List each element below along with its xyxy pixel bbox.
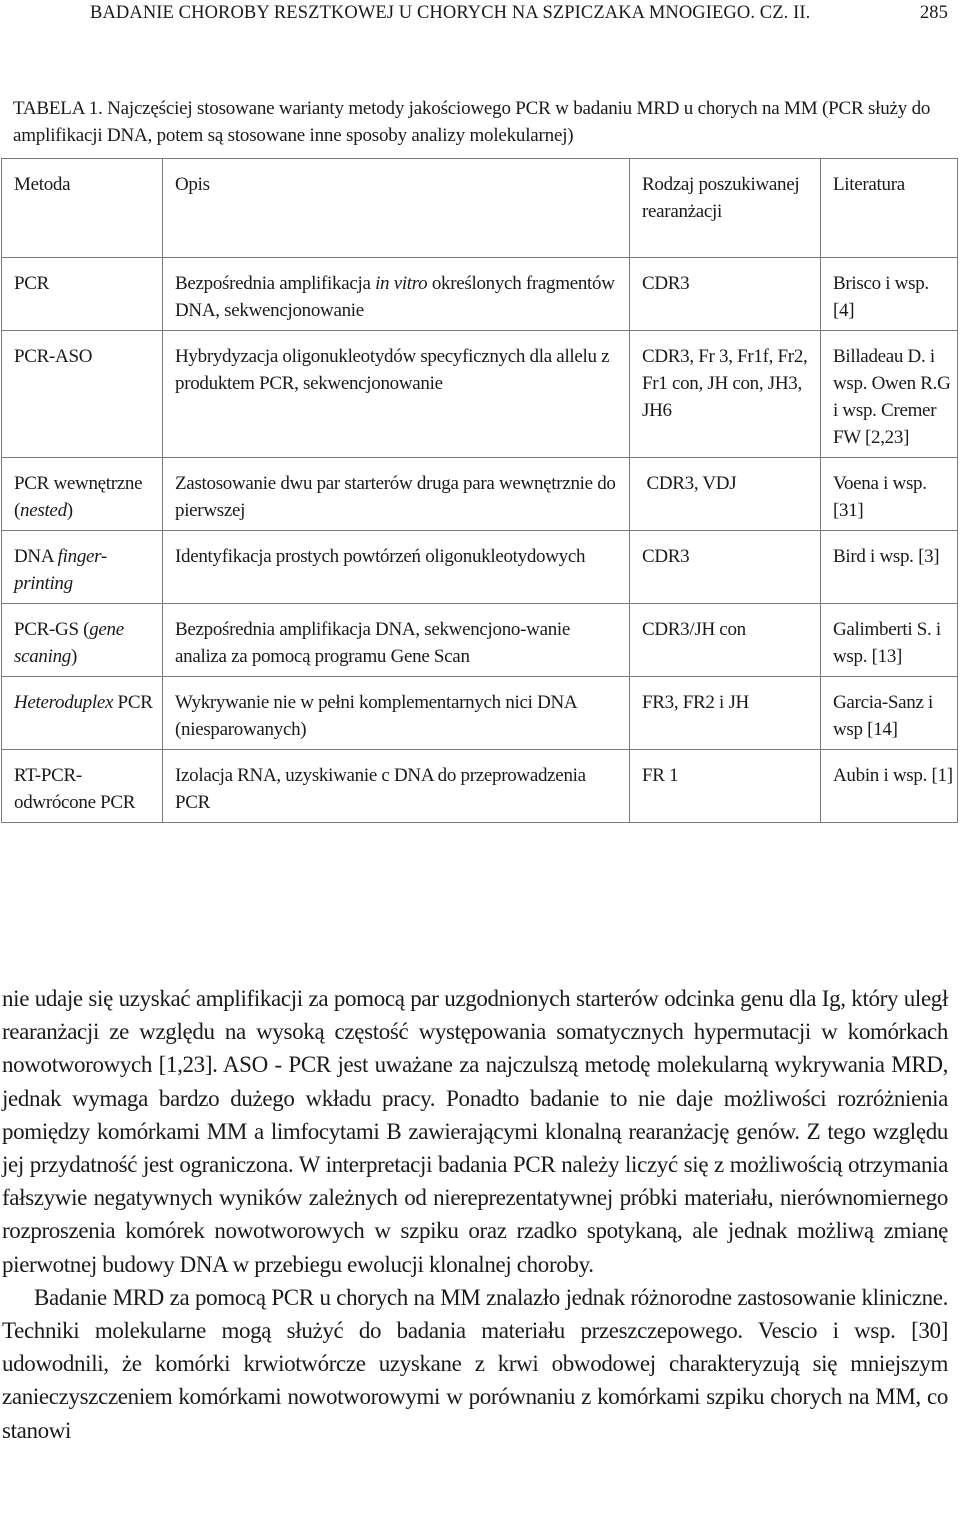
- paragraph: Badanie MRD za pomocą PCR u chorych na MM znalazło jednak różnorodne zastosowanie kliniczne. Techniki molekularne mogą służyć do badania materiału przeszczepowego. Vescio i wsp. [30] udowodnili, że komórki krwiotwórcze uzyskane z krwi obwodowej charakteryzują się mniejszym zanieczyszczeniem komórkami nowotworowymi w porównaniu z komórkami szpiku chorych na MM, co stanowi: [2, 1284, 948, 1443]
- cell-rodzaj: CDR3: [630, 531, 821, 604]
- table-row: [2, 331, 958, 458]
- cell-metoda: RT-PCR-odwrócone PCR: [2, 750, 163, 823]
- table-row: [2, 258, 958, 331]
- table-row: [2, 677, 958, 750]
- cell-opis-text: Bezpośrednia amplifikacja: [175, 273, 376, 294]
- cell-metoda: PCR-ASO: [2, 331, 163, 458]
- column-header-metoda: Metoda: [2, 159, 163, 258]
- table-row: [2, 750, 958, 823]
- cell-literatura: Brisco i wsp. [4]: [821, 258, 958, 331]
- cell-metoda-text: PCR wewnętrzne (: [14, 473, 143, 521]
- cell-metoda-text: PCR-GS (: [14, 619, 90, 640]
- cell-metoda-italic: gene scaning: [14, 619, 124, 667]
- column-header-literatura: Literatura: [821, 159, 958, 258]
- cell-metoda: [2, 531, 163, 604]
- cell-opis: Zastosowanie dwu par starterów druga para wewnętrznie do pierwszej: [163, 458, 630, 531]
- table-row: [2, 604, 958, 677]
- table-row: [2, 458, 958, 531]
- body-text: [2, 982, 948, 1447]
- cell-metoda-text: DNA: [14, 546, 58, 567]
- cell-rodzaj: CDR3, Fr 3, Fr1f, Fr2, Fr1 con, JH con, JH3, JH6: [630, 331, 821, 458]
- cell-opis-text: określonych fragmentów DNA, sekwencjonowanie: [175, 273, 615, 321]
- running-title: BADANIE CHOROBY RESZTKOWEJ U CHORYCH NA SZPICZAKA MNOGIEGO. CZ. II.: [90, 3, 811, 23]
- cell-metoda: [2, 458, 163, 531]
- paragraph: nie udaje się uzyskać amplifikacji za pomocą par uzgodnionych starterów odcinka genu dla Ig, który uległ rearanżacji ze względu na wysoką częstość występowania somatycznych hypermutacji w komórkach nowotworowych [1,23]. ASO - PCR jest uważane za najczulszą metodę molekularną wykrywania MRD, jednak wymaga bardzo dużego wkładu pracy. Ponadto badanie to nie daje możliwości rozróżnienia pomiędzy komórkami MM a limfocytami B zawierającymi klonalną rearanżację genów. Z tego względu jej przydatność jest ograniczona. W interpretacji badania PCR należy liczyć się z możliwością otrzymania fałszywie negatywnych wyników zależnych od niereprezentatywnej próbki materiału, nierównomiernego rozproszenia komórek nowotworowych w szpiku oraz rzadko spotykaną, ale jednak możliwą zmianę pierwotnej budowy DNA w przebiegu ewolucji klonalnej choroby.: [2, 986, 948, 1277]
- cell-metoda-italic: nested: [20, 500, 67, 521]
- methods-table: [1, 158, 958, 823]
- table-header-row: [2, 159, 958, 258]
- cell-literatura: Bird i wsp. [3]: [821, 531, 958, 604]
- cell-metoda-text: ): [71, 646, 78, 667]
- cell-opis: Bezpośrednia amplifikacja DNA, sekwencjono-wanie analiza za pomocą programu Gene Scan: [163, 604, 630, 677]
- cell-rodzaj: FR3, FR2 i JH: [630, 677, 821, 750]
- cell-opis: Izolacja RNA, uzyskiwanie c DNA do przeprowadzenia PCR: [163, 750, 630, 823]
- table-row: [2, 531, 958, 604]
- cell-metoda: [2, 677, 163, 750]
- cell-literatura: Voena i wsp.[31]: [821, 458, 958, 531]
- cell-literatura: Aubin i wsp. [1]: [821, 750, 958, 823]
- cell-rodzaj: CDR3/JH con: [630, 604, 821, 677]
- cell-opis: Wykrywanie nie w pełni komplementarnych nici DNA (niesparowanych): [163, 677, 630, 750]
- cell-literatura: Garcia-Sanz i wsp [14]: [821, 677, 958, 750]
- cell-opis: [163, 258, 630, 331]
- cell-rodzaj: FR 1: [630, 750, 821, 823]
- cell-metoda-italic: finger-printing: [14, 546, 107, 594]
- running-header: [90, 3, 948, 24]
- cell-opis: Hybrydyzacja oligonukleotydów specyficznych dla allelu z produktem PCR, sekwencjonowanie: [163, 331, 630, 458]
- cell-literatura: Billadeau D. i wsp. Owen R.G i wsp. Cremer FW [2,23]: [821, 331, 958, 458]
- cell-metoda-italic: Heteroduplex: [14, 692, 114, 713]
- cell-metoda: PCR: [2, 258, 163, 331]
- cell-metoda-text: PCR: [113, 692, 153, 713]
- column-header-opis: Opis: [163, 159, 630, 258]
- cell-rodzaj: CDR3, VDJ: [630, 458, 821, 531]
- cell-literatura: Galimberti S. i wsp. [13]: [821, 604, 958, 677]
- page-number: 285: [919, 3, 948, 23]
- cell-metoda-text: ): [66, 500, 73, 521]
- column-header-rodzaj: Rodzaj poszukiwanej rearanżacji: [630, 159, 821, 258]
- cell-opis-italic: in vitro: [375, 273, 428, 294]
- cell-metoda: [2, 604, 163, 677]
- cell-opis: Identyfikacja prostych powtórzeń oligonukleotydowych: [163, 531, 630, 604]
- table-caption: TABELA 1. Najczęściej stosowane warianty metody jakościowego PCR w badaniu MRD u chorych na MM (PCR służy do amplifikacji DNA, potem są stosowane inne sposoby analizy molekularnej): [13, 98, 931, 146]
- cell-rodzaj: CDR3: [630, 258, 821, 331]
